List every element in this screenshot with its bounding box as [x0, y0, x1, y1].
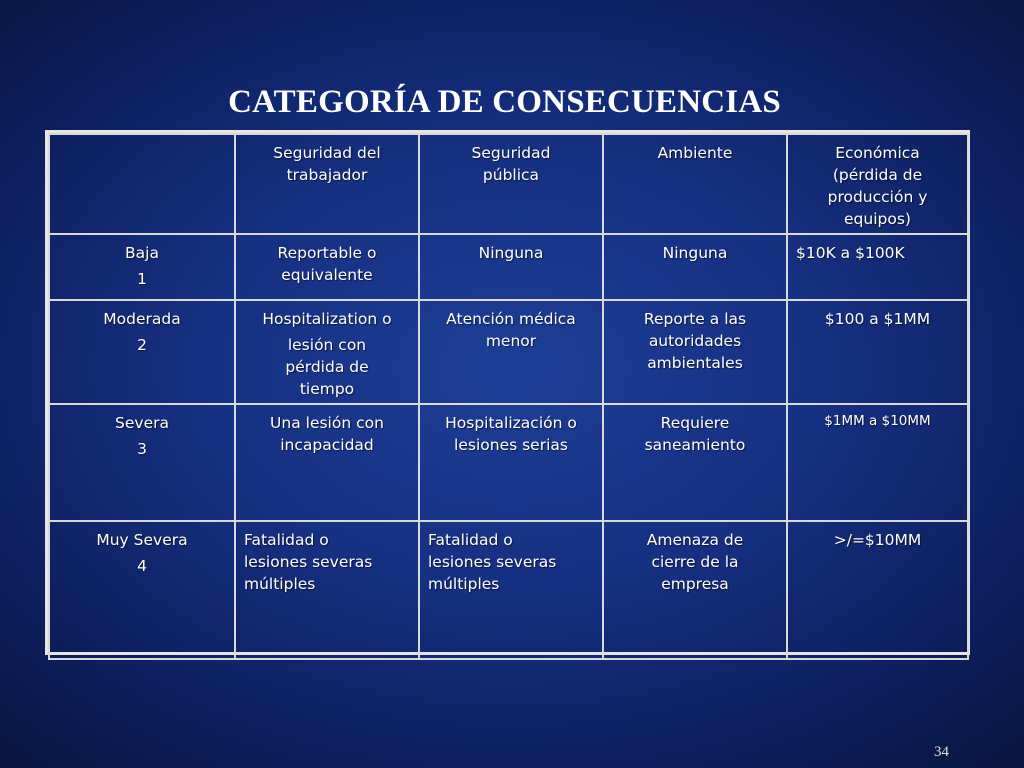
row-public-cell: Fatalidad o lesiones severas múltiples [419, 521, 603, 659]
header-environment: Ambiente [603, 134, 787, 234]
row-worker-cell: Hospitalization o lesión con pérdida de tiempo [235, 300, 419, 404]
row-environment-cell: Requiere saneamiento [603, 404, 787, 521]
row-public-cell: Atención médica menor [419, 300, 603, 404]
table-row [49, 404, 968, 521]
row-category-cell: Muy Severa 4 [49, 521, 235, 659]
table-row [49, 521, 968, 659]
row-environment-cell: Ninguna [603, 234, 787, 300]
row-economic-cell: $100 a $1MM [787, 300, 968, 404]
row-economic-cell: $1MM a $10MM [787, 404, 968, 521]
slide-title: CATEGORÍA DE CONSECUENCIAS [228, 84, 781, 120]
table-row [49, 300, 968, 404]
row-environment-cell: Reporte a las autoridades ambientales [603, 300, 787, 404]
consequence-table [45, 130, 970, 655]
page-number: 34 [934, 744, 949, 760]
row-category-cell: Severa 3 [49, 404, 235, 521]
table-header-row [49, 134, 968, 234]
row-public-cell: Ninguna [419, 234, 603, 300]
header-worker-safety: Seguridad del trabajador [235, 134, 419, 234]
row-economic-cell: $10K a $100K [787, 234, 968, 300]
row-category-cell: Moderada 2 [49, 300, 235, 404]
row-worker-cell: Fatalidad o lesiones severas múltiples [235, 521, 419, 659]
header-public-safety: Seguridad pública [419, 134, 603, 234]
row-environment-cell: Amenaza de cierre de la empresa [603, 521, 787, 659]
row-economic-cell: >/=$10MM [787, 521, 968, 659]
header-economic: Económica (pérdida de producción y equipos) [787, 134, 968, 234]
row-worker-cell: Reportable o equivalente [235, 234, 419, 300]
row-public-cell: Hospitalización o lesiones serias [419, 404, 603, 521]
table-row [49, 234, 968, 300]
row-worker-cell: Una lesión con incapacidad [235, 404, 419, 521]
row-category-cell: Baja 1 [49, 234, 235, 300]
header-corner-cell [49, 134, 235, 234]
